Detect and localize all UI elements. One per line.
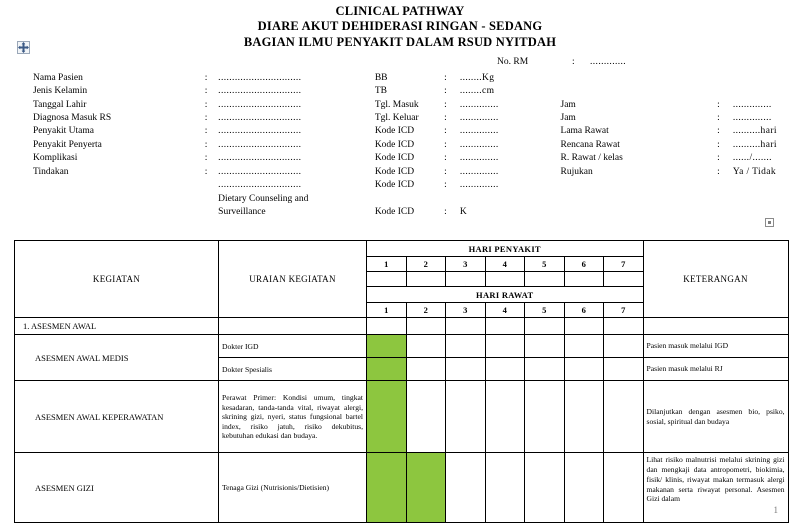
form-right-value[interactable]	[733, 73, 800, 86]
form-right-value	[733, 194, 800, 207]
form-row	[0, 140, 800, 153]
form-right-value[interactable]: ..............	[732, 113, 772, 124]
row-keterangan-dokter-spesialis: Pasien masuk melalui RJ	[643, 358, 788, 381]
form-right-value[interactable]	[733, 180, 800, 193]
section-uraian-cell	[219, 318, 367, 335]
form-right-label	[561, 86, 718, 99]
clinical-pathway-table	[14, 240, 789, 523]
form-mid-label: BB	[374, 72, 388, 83]
form-colon: :	[204, 126, 208, 137]
form-row	[0, 207, 800, 220]
form-value[interactable]: ..............................	[218, 139, 302, 150]
form-value: Surveillance	[218, 206, 266, 217]
form-row	[0, 153, 800, 166]
day-cell-5[interactable]	[525, 453, 565, 523]
day-cell-1[interactable]	[367, 453, 407, 523]
day-cell-5[interactable]	[525, 335, 565, 358]
form-right-label	[561, 194, 718, 207]
table-row	[15, 318, 789, 335]
day-cell-4[interactable]	[485, 381, 525, 453]
form-right-colon	[717, 180, 733, 193]
title-line-2: DIARE AKUT DEHIDERASI RINGAN - SEDANG	[257, 19, 543, 34]
form-mid-colon: :	[444, 139, 447, 150]
form-right-label: R. Rawat / kelas	[560, 153, 623, 164]
form-mid-value[interactable]: ..............	[459, 99, 499, 110]
form-colon: :	[204, 72, 208, 83]
form-right-value[interactable]: ..........hari	[732, 139, 777, 150]
hari-penyakit-entry-6[interactable]	[564, 272, 604, 287]
form-mid-label: Kode ICD	[374, 126, 415, 137]
hari-penyakit-day-4: 4	[485, 257, 525, 272]
form-value[interactable]: ..............................	[218, 86, 302, 97]
form-mid-colon: :	[444, 206, 447, 217]
day-cell-7[interactable]	[604, 335, 644, 358]
form-mid-colon: :	[444, 180, 447, 191]
day-cell-4[interactable]	[485, 358, 525, 381]
form-row	[0, 113, 800, 126]
form-label: Diagnosa Masuk RS	[33, 113, 112, 124]
row-uraian-perawat-primer: Perawat Primer: Kondisi umum, tingkat kesadaran, tanda-tanda vital, riwayat alergi, skrining gizi, nyeri, status fungsional bartel index, risiko jatuh, risiko dekubitus, kebutuhan edukasi dan budaya.	[219, 381, 367, 453]
form-right-label	[561, 207, 718, 220]
form-right-colon: :	[717, 139, 720, 150]
day-cell-2[interactable]	[406, 358, 446, 381]
form-colon	[205, 207, 218, 220]
form-right-value[interactable]: Ya / Tidak	[732, 166, 776, 177]
form-value[interactable]: ..............................	[218, 72, 302, 83]
section-day-cell-3[interactable]	[446, 318, 486, 335]
form-value[interactable]: ..............................	[218, 153, 302, 164]
hari-penyakit-day-5: 5	[525, 257, 565, 272]
form-row	[0, 194, 800, 207]
no-rm-colon: :	[572, 56, 575, 67]
row-kegiatan-asesmen-awal-keperawatan: ASESMEN AWAL KEPERAWATAN	[15, 381, 219, 453]
form-mid-colon: :	[444, 99, 447, 110]
form-colon: :	[204, 139, 208, 150]
form-label: Tindakan	[33, 166, 69, 177]
form-mid-value[interactable]: ..............	[459, 153, 499, 164]
row-keterangan-dokter-igd: Pasien masuk melalui IGD	[643, 335, 788, 358]
form-right-colon	[717, 194, 733, 207]
form-colon: :	[204, 86, 208, 97]
day-cell-5[interactable]	[525, 358, 565, 381]
table-row	[15, 381, 789, 453]
day-cell-6[interactable]	[564, 381, 604, 453]
form-mid-label: Kode ICD	[374, 180, 415, 191]
day-cell-3[interactable]	[446, 453, 486, 523]
day-cell-1[interactable]	[367, 335, 407, 358]
form-row	[0, 100, 800, 113]
form-right-label	[561, 73, 718, 86]
form-row	[0, 167, 800, 180]
form-right-value	[733, 207, 800, 220]
row-kegiatan-asesmen-awal-medis: ASESMEN AWAL MEDIS	[15, 335, 219, 381]
hari-penyakit-entry-2[interactable]	[406, 272, 446, 287]
form-value[interactable]: ..............................	[218, 166, 302, 177]
form-mid-colon: :	[444, 166, 447, 177]
day-cell-7[interactable]	[604, 358, 644, 381]
hari-penyakit-entry-7[interactable]	[604, 272, 644, 287]
day-cell-3[interactable]	[446, 381, 486, 453]
form-row	[0, 180, 800, 193]
form-right-colon: :	[717, 153, 720, 164]
form-colon	[205, 194, 218, 207]
form-mid-value[interactable]: ........Kg	[459, 72, 495, 83]
hari-penyakit-entry-1[interactable]	[367, 272, 407, 287]
form-right-value[interactable]: ..............	[732, 99, 772, 110]
section-day-cell-7[interactable]	[604, 318, 644, 335]
day-cell-1[interactable]	[367, 358, 407, 381]
row-uraian-dokter-spesialis: Dokter Spesialis	[219, 358, 367, 381]
form-mid-colon: :	[444, 72, 447, 83]
section-keterangan-cell	[643, 318, 788, 335]
form-right-colon	[717, 73, 733, 86]
hari-rawat-day-2: 2	[406, 303, 446, 318]
no-rm-row	[497, 57, 626, 67]
hari-penyakit-day-1: 1	[367, 257, 407, 272]
form-colon: :	[204, 113, 208, 124]
section-day-cell-6[interactable]	[564, 318, 604, 335]
form-colon	[205, 180, 218, 193]
day-cell-4[interactable]	[485, 453, 525, 523]
form-mid-colon: :	[444, 113, 447, 124]
form-mid-value[interactable]: ..............	[459, 113, 499, 124]
form-label	[0, 180, 205, 193]
day-cell-6[interactable]	[564, 453, 604, 523]
move-handle-icon[interactable]	[17, 41, 30, 54]
hari-penyakit-entry-3[interactable]	[446, 272, 486, 287]
table-row	[15, 453, 789, 523]
form-right-colon	[717, 86, 733, 99]
form-right-colon: :	[717, 126, 720, 137]
patient-header-form	[0, 56, 800, 226]
form-label: Jenis Kelamin	[33, 86, 88, 97]
form-right-label: Rujukan	[560, 166, 593, 177]
form-value: Dietary Counseling and	[218, 193, 309, 204]
day-cell-3[interactable]	[446, 335, 486, 358]
hari-penyakit-day-3: 3	[446, 257, 486, 272]
form-colon: :	[204, 166, 208, 177]
form-mid-colon	[444, 194, 460, 207]
form-value[interactable]: ..............................	[218, 126, 302, 137]
form-label: Nama Pasien	[33, 72, 83, 83]
form-right-colon: :	[717, 113, 720, 124]
hari-penyakit-day-2: 2	[406, 257, 446, 272]
header-kegiatan: KEGIATAN	[15, 241, 219, 318]
row-keterangan-asesmen-gizi: Lihat risiko malnutrisi melalui skrining gizi dan mengkaji data antropometri, biokimia, fisik/ klinis, riwayat makan termasuk alergi makanan serta riwayat personal. Asesmen Gizi dalam	[643, 453, 788, 523]
form-right-value[interactable]: ....../.......	[732, 153, 772, 164]
form-right-value[interactable]: ..........hari	[732, 126, 777, 137]
document-title-block	[0, 0, 800, 50]
no-rm-label: No. RM	[497, 56, 529, 67]
hari-penyakit-entry-4[interactable]	[485, 272, 525, 287]
form-mid-label: Kode ICD	[374, 166, 415, 177]
form-right-label: Jam	[560, 99, 576, 110]
hari-rawat-day-1: 1	[367, 303, 407, 318]
form-mid-value[interactable]: ........cm	[459, 86, 495, 97]
form-row	[0, 73, 800, 86]
form-right-colon: :	[717, 99, 720, 110]
form-label: Tanggal Lahir	[33, 99, 87, 110]
form-right-value[interactable]	[733, 86, 800, 99]
form-right-label: Rencana Rawat	[560, 139, 620, 150]
day-cell-2[interactable]	[406, 335, 446, 358]
hari-penyakit-entry-5[interactable]	[525, 272, 565, 287]
row-uraian-tenaga-gizi: Tenaga Gizi (Nutrisionis/Dietisien)	[219, 453, 367, 523]
form-mid-value	[460, 194, 561, 207]
no-rm-value[interactable]: .............	[590, 56, 627, 67]
hari-rawat-day-5: 5	[525, 303, 565, 318]
form-mid-label: Tgl. Keluar	[374, 113, 419, 124]
form-right-label	[561, 180, 718, 193]
form-mid-colon: :	[444, 86, 447, 97]
hari-rawat-day-6: 6	[564, 303, 604, 318]
form-colon: :	[204, 99, 208, 110]
day-cell-4[interactable]	[485, 335, 525, 358]
hari-penyakit-day-6: 6	[564, 257, 604, 272]
section-day-cell-2[interactable]	[406, 318, 446, 335]
form-label: Komplikasi	[33, 153, 78, 164]
row-uraian-dokter-igd: Dokter IGD	[219, 335, 367, 358]
form-right-colon: :	[717, 166, 720, 177]
day-cell-3[interactable]	[446, 358, 486, 381]
form-label: Penyakit Penyerta	[33, 139, 102, 150]
day-cell-1[interactable]	[367, 381, 407, 453]
title-line-3: BAGIAN ILMU PENYAKIT DALAM RSUD NYITDAH	[243, 34, 557, 49]
hari-rawat-day-3: 3	[446, 303, 486, 318]
page-number: 1	[773, 505, 778, 515]
row-keterangan-asesmen-keperawatan: Dilanjutkan dengan asesmen bio, psiko, sosial, spiritual dan budaya	[643, 381, 788, 453]
patient-info-table	[0, 73, 800, 221]
title-line-1: CLINICAL PATHWAY	[335, 4, 465, 18]
form-label	[0, 194, 205, 207]
form-right-colon	[717, 207, 733, 220]
day-cell-6[interactable]	[564, 358, 604, 381]
form-mid-value[interactable]: ..............	[459, 166, 499, 177]
form-colon: :	[204, 153, 208, 164]
form-mid-label: Kode ICD	[374, 139, 415, 150]
form-value[interactable]: ..............................	[218, 180, 302, 191]
section-day-cell-1[interactable]	[367, 318, 407, 335]
table-row	[15, 335, 789, 358]
form-mid-colon: :	[444, 126, 447, 137]
form-row	[0, 126, 800, 139]
form-mid-value[interactable]: ..............	[459, 139, 499, 150]
form-mid-label	[375, 194, 444, 207]
hari-rawat-day-4: 4	[485, 303, 525, 318]
form-value[interactable]: ..............................	[218, 99, 302, 110]
day-cell-2[interactable]	[406, 453, 446, 523]
day-cell-6[interactable]	[564, 335, 604, 358]
form-right-label: Jam	[560, 113, 576, 124]
day-cell-7[interactable]	[604, 453, 644, 523]
header-hari-rawat: HARI RAWAT	[367, 287, 644, 303]
form-value[interactable]: ..............................	[218, 113, 302, 124]
form-mid-value[interactable]: ..............	[459, 126, 499, 137]
form-mid-value[interactable]: K	[459, 206, 467, 217]
header-hari-penyakit: HARI PENYAKIT	[367, 241, 644, 257]
hari-penyakit-day-7: 7	[604, 257, 644, 272]
section-day-cell-5[interactable]	[525, 318, 565, 335]
hari-rawat-day-7: 7	[604, 303, 644, 318]
row-kegiatan-asesmen-gizi: ASESMEN GIZI	[15, 453, 219, 523]
form-mid-colon: :	[444, 153, 447, 164]
form-mid-label: Tgl. Masuk	[374, 99, 419, 110]
day-cell-7[interactable]	[604, 381, 644, 453]
form-label: Penyakit Utama	[33, 126, 94, 137]
section-day-cell-4[interactable]	[485, 318, 525, 335]
form-mid-label: Kode ICD	[374, 206, 415, 217]
day-cell-2[interactable]	[406, 381, 446, 453]
form-right-label: Lama Rawat	[560, 126, 609, 137]
form-label	[0, 207, 205, 220]
table-header-row	[15, 241, 789, 257]
form-row	[0, 86, 800, 99]
form-mid-value[interactable]: ..............	[459, 180, 499, 191]
header-keterangan: KETERANGAN	[643, 241, 788, 318]
day-cell-5[interactable]	[525, 381, 565, 453]
section-title-asesmen-awal: 1. ASESMEN AWAL	[15, 318, 219, 335]
form-mid-label: Kode ICD	[374, 153, 415, 164]
form-mid-label: TB	[374, 86, 387, 97]
header-uraian: URAIAN KEGIATAN	[219, 241, 367, 318]
